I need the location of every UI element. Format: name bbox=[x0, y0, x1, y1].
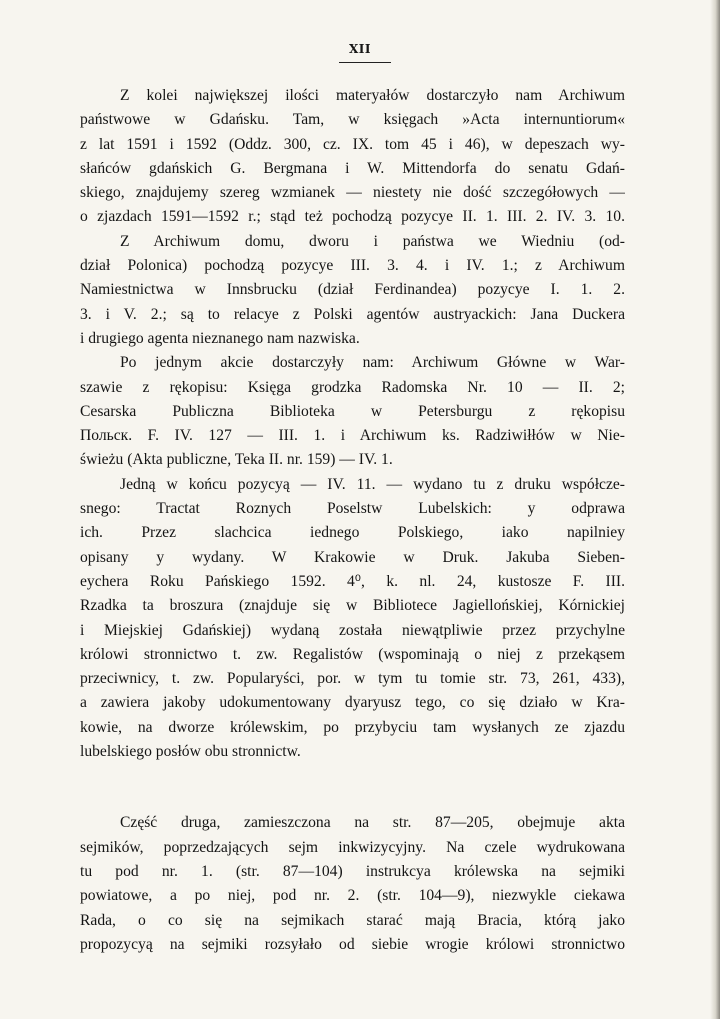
text-line: kowie, na dworze królewskim, po przybyciu tam wysłanych ze zjazdu bbox=[80, 718, 625, 736]
text-line: snego: Tractat Roznych Poselstw Lubelskich: y odprawa bbox=[80, 500, 625, 518]
text-line: propozycyą na sejmiki rozsyłało od siebie wrogie królowi stronnictwo bbox=[80, 935, 625, 953]
text-line: przeciwnicy, t. zw. Popularyści, por. w tym tu tomie str. 73, 261, 433), bbox=[80, 670, 625, 688]
text-line: i Miejskiej Gdańskiej) wydaną została niewątpliwie przez przychylne bbox=[80, 621, 625, 639]
text-line: Cesarska Publiczna Biblioteka w Petersburgu z rękopisu bbox=[80, 402, 625, 420]
text-line: opisany y wydany. W Krakowie w Druk. Jakuba Sieben- bbox=[80, 548, 625, 566]
text-line: i drugiego agenta nieznanego nam nazwiska. bbox=[80, 329, 360, 347]
header-rule bbox=[339, 62, 391, 63]
text-line: powiatowe, a po niej, pod nr. 2. (str. 104—9), niezwykle ciekawa bbox=[80, 887, 625, 905]
page-edge-shadow bbox=[710, 0, 720, 1019]
text-line: Z Archiwum domu, dworu i państwa we Wiedniu (od- bbox=[120, 232, 625, 250]
text-line: królowi stronnictwo t. zw. Regalistów (wspominają o niej z przekąsem bbox=[80, 645, 625, 663]
text-line: Rzadka ta broszura (znajduje się w Bibliotece Jagiellońskiej, Kórnickiej bbox=[80, 597, 625, 615]
text-line: Po jednym akcie dostarczyły nam: Archiwum Główne w War- bbox=[120, 354, 625, 372]
text-line: Rada, o co się na sejmikach starać mają Bracia, którą jako bbox=[80, 911, 625, 929]
text-line: skiego, znajdujemy szereg wzmianek — niestety nie dość szczegółowych — bbox=[80, 184, 625, 202]
text-line: szawie z rękopisu: Księga grodzka Radomska Nr. 10 — II. 2; bbox=[80, 378, 625, 396]
text-line: 3. i V. 2.; są to relacye z Polski agentów austryackich: Jana Duckera bbox=[80, 305, 625, 323]
section-gap bbox=[80, 764, 625, 811]
text-line: Z kolei największej ilości materyałów dostarczyło nam Archiwum bbox=[120, 87, 625, 104]
body-text bbox=[80, 84, 625, 957]
text-line: Część druga, zamieszczona na str. 87—205, obejmuje akta bbox=[120, 814, 625, 832]
text-line: ich. Przez slachcica iednego Polskiego, iako napilniey bbox=[80, 524, 625, 542]
text-line: o zjazdach 1591—1592 r.; stąd też pochodzą pozycye II. 1. III. 2. IV. 3. 10. bbox=[80, 208, 625, 226]
text-line: sejmików, poprzedzających sejm inkwizycyjny. Na czele wydrukowana bbox=[80, 838, 625, 856]
text-line: a zawiera jakoby udokumentowany dyaryusz tego, co się działo w Kra- bbox=[80, 694, 625, 712]
text-line: dział Polonica) pochodzą pozycye III. 3. 4. i IV. 1.; z Archiwum bbox=[80, 257, 625, 275]
text-line: słańców gdańskich G. Bergmana i W. Mittendorfa do senatu Gdań- bbox=[80, 159, 625, 177]
text-line: państwowe w Gdańsku. Tam, w księgach »Acta internuntiorum« bbox=[80, 111, 625, 129]
text-line: lubelskiego posłów obu stronnictw. bbox=[80, 743, 301, 761]
text-line: Польск. F. IV. 127 — III. 1. i Archiwum ks. Radziwiłłów w Nie- bbox=[80, 427, 625, 445]
text-line: świeżu (Akta publiczne, Teka II. nr. 159) — IV. 1. bbox=[80, 451, 393, 469]
text-line: Namiestnictwa w Innsbrucku (dział Ferdinandea) pozycye I. 1. 2. bbox=[80, 281, 625, 299]
text-line: tu pod nr. 1. (str. 87—104) instrukcya królewska na sejmiki bbox=[80, 862, 625, 880]
text-line: Jedną w końcu pozycyą — IV. 11. — wydano tu z druku współcze- bbox=[120, 475, 625, 493]
page-number: XII bbox=[348, 42, 372, 56]
text-line: z lat 1591 i 1592 (Oddz. 300, cz. IX. tom 45 i 46), w depeszach wy- bbox=[80, 135, 625, 153]
text-line: eychera Roku Pańskiego 1592. 4⁰, k. nl. 24, kustosze F. III. bbox=[80, 572, 625, 590]
